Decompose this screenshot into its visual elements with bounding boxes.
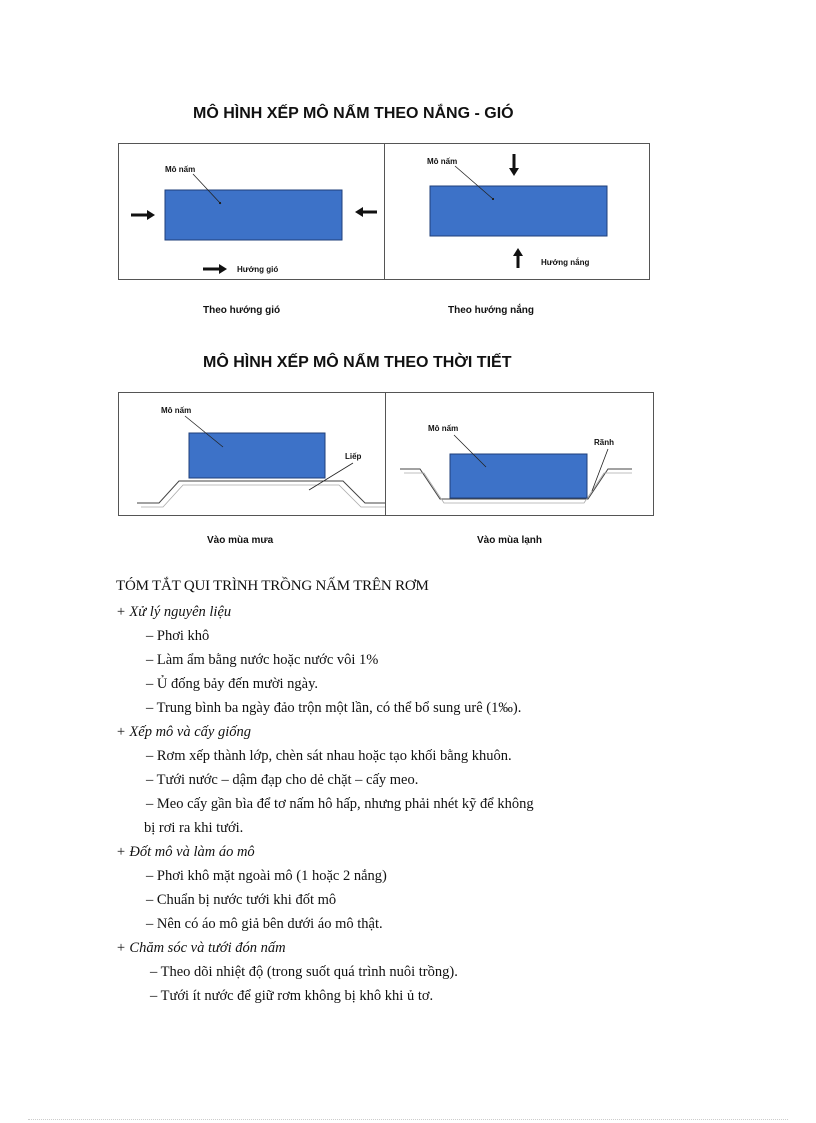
arrow-right-icon (131, 210, 155, 220)
list-item: – Tưới ít nước để giữ rơm không bị khô khi ủ tơ. (150, 988, 434, 1004)
list-item: – Làm ẩm bằng nước hoặc nước vôi 1% (146, 652, 379, 668)
section-title: + Xử lý nguyên liệu (116, 604, 232, 620)
arrow-left-icon (355, 207, 377, 217)
list-item: – Trung bình ba ngày đảo trộn một lần, có thể bổ sung urê (1‰). (146, 700, 522, 716)
mushroom-bed-label: Mô nấm (428, 424, 459, 433)
list-item: – Meo cấy gần bìa để tơ nấm hô hấp, nhưng phải nhét kỹ để không (146, 796, 534, 812)
trench-pointer (592, 449, 608, 491)
list-item: – Rơm xếp thành lớp, chèn sát nhau hoặc tạo khối bằng khuôn. (146, 748, 512, 764)
raised-bed-outline (137, 481, 385, 503)
summary-heading: TÓM TẮT QUI TRÌNH TRỒNG NẤM TRÊN RƠM (116, 578, 429, 594)
caption-sun: Theo hướng nắng (448, 305, 535, 316)
rain-season-diagram (119, 393, 387, 517)
mushroom-bed-label: Mô nấm (161, 406, 192, 415)
caption-cold: Vào mùa lạnh (477, 535, 543, 546)
mushroom-bed-block (165, 190, 342, 240)
list-item: – Phơi khô (146, 628, 210, 644)
mushroom-bed-block (450, 454, 587, 498)
mushroom-bed-block (430, 186, 607, 236)
list-item: – Nên có áo mô giả bên dưới áo mô thật. (146, 916, 383, 932)
figure2-title: MÔ HÌNH XẾP MÔ NẤM THEO THỜI TIẾT (203, 354, 512, 371)
list-item: – Tưới nước – dậm đạp cho dẻ chặt – cấy meo. (146, 772, 419, 788)
wind-direction-label: Hướng gió (237, 265, 279, 274)
list-item: – Phơi khô mặt ngoài mô (1 hoặc 2 nắng) (146, 868, 387, 884)
arrow-up-icon (513, 248, 523, 268)
list-item: – Ủ đống bảy đến mười ngày. (146, 676, 319, 692)
cold-season-diagram (386, 393, 655, 517)
section-title: + Chăm sóc và tưới đón nấm (116, 940, 286, 956)
caption-wind: Theo hướng gió (203, 305, 281, 316)
mushroom-bed-label: Mô nấm (427, 157, 458, 166)
wind-arrow-icon (203, 264, 227, 274)
list-item: – Chuẩn bị nước tưới khi đốt mô (146, 892, 337, 908)
figure1-panel-wind (118, 143, 385, 280)
sun-direction-label: Hướng nắng (541, 258, 590, 267)
process-summary (116, 578, 676, 1008)
section-title: + Xếp mô và cấy giống (116, 724, 252, 740)
wind-diagram (119, 144, 386, 281)
caption-rain: Vào mùa mưa (207, 535, 274, 546)
list-item-continuation: bị rơi ra khi tưới. (144, 820, 244, 836)
section-title: + Đốt mô và làm áo mô (116, 844, 255, 860)
list-item: – Theo dõi nhiệt độ (trong suốt quá trình nuôi trồng). (150, 964, 458, 980)
figure1-title: MÔ HÌNH XẾP MÔ NẤM THEO NẮNG - GIÓ (193, 105, 514, 122)
trench-label: Rãnh (594, 438, 614, 447)
figure2-panel-cold (385, 392, 654, 516)
figure1-panel-sun (384, 143, 650, 280)
raised-bed-label: Liếp (345, 452, 362, 461)
mushroom-bed-block (189, 433, 325, 478)
mushroom-bed-label: Mô nấm (165, 165, 196, 174)
arrow-down-icon (509, 154, 519, 176)
sun-diagram (385, 144, 651, 281)
figure2-panel-rain (118, 392, 386, 516)
page-bottom-divider (28, 1119, 788, 1120)
